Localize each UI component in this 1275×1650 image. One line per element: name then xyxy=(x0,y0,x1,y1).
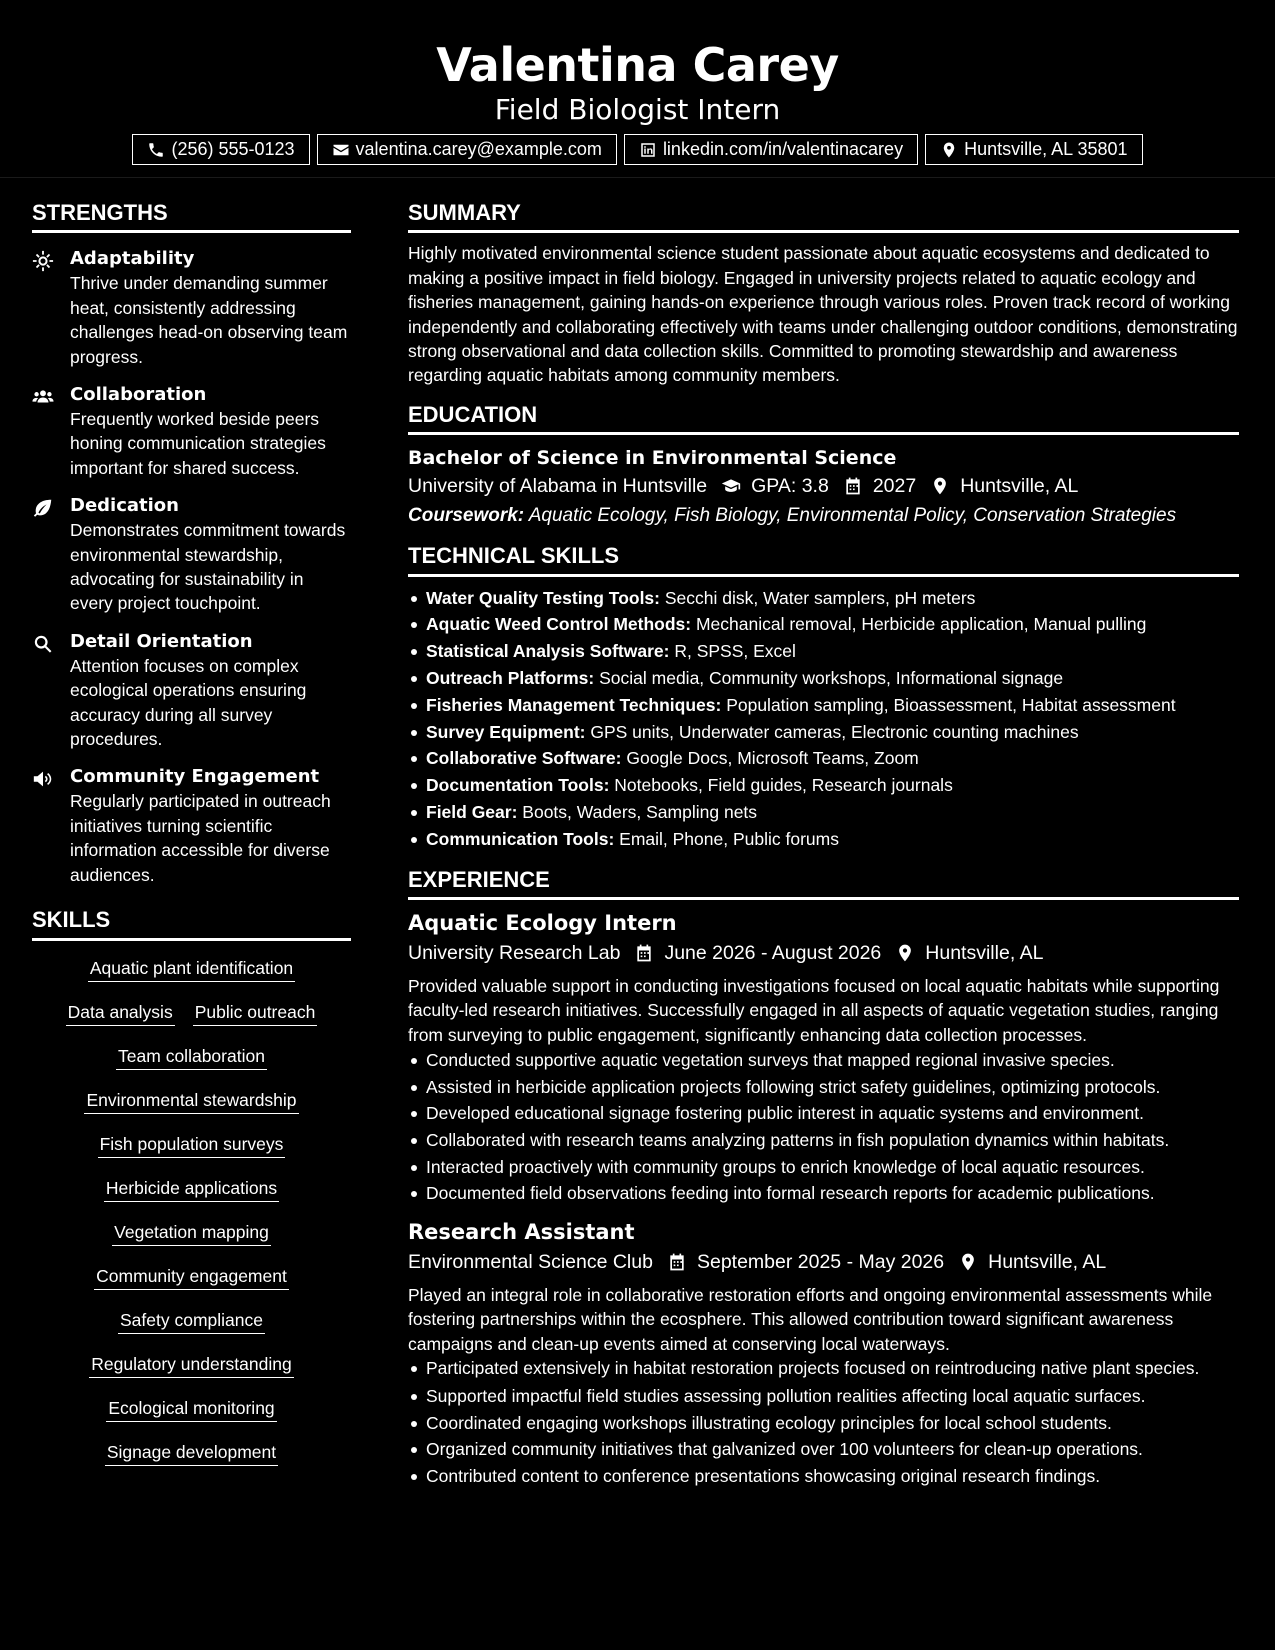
contact-linkedin[interactable] xyxy=(624,134,918,165)
education-gpa: GPA: 3.8 xyxy=(751,475,829,498)
calendar-icon xyxy=(843,476,863,496)
skills-list xyxy=(32,955,351,1466)
list-item: Conducted supportive aquatic vegetation surveys that mapped regional invasive species. xyxy=(408,1047,1239,1074)
contact-phone-text: (256) 555-0123 xyxy=(171,139,295,159)
job-bullets xyxy=(408,1047,1239,1207)
education-location: Huntsville, AL xyxy=(960,475,1079,498)
list-item xyxy=(408,772,1239,799)
list-item: Assisted in herbicide application projects following strict safety guidelines, optimizing protocols. xyxy=(408,1074,1239,1101)
list-item: Supported impactful field studies assessing pollution realities affecting local aquatic surfaces. xyxy=(408,1383,1239,1410)
list-item xyxy=(408,745,1239,772)
education-coursework xyxy=(408,501,1239,531)
skill-tag: Vegetation mapping xyxy=(112,1219,271,1246)
skill-tag: Aquatic plant identification xyxy=(88,955,295,982)
tech-skill-label: Statistical Analysis Software: xyxy=(426,641,670,662)
search-icon xyxy=(32,633,54,655)
contact-email[interactable] xyxy=(317,134,617,165)
tech-skill-label: Field Gear: xyxy=(426,801,518,822)
left-column xyxy=(32,200,351,1466)
list-item xyxy=(408,638,1239,665)
tech-skill-label: Water Quality Testing Tools: xyxy=(426,587,660,608)
experience-entry xyxy=(408,1217,1239,1490)
skill-tag: Data analysis xyxy=(66,999,175,1026)
skill-tag: Regulatory understanding xyxy=(89,1351,293,1378)
list-item: Coordinated engaging workshops illustrating ecology principles for local school students. xyxy=(408,1410,1239,1437)
envelope-icon xyxy=(332,141,350,159)
strength-item xyxy=(32,383,351,480)
tech-skill-value: Mechanical removal, Herbicide application, Manual pulling xyxy=(695,614,1147,635)
tech-skill-value: Population sampling, Bioassessment, Habitat assessment xyxy=(726,694,1176,715)
candidate-title: Field Biologist Intern xyxy=(494,93,781,126)
strength-desc: Thrive under demanding summer heat, consistently addressing challenges head-on observing team progress. xyxy=(70,273,348,367)
contact-bar xyxy=(0,134,1275,165)
list-item xyxy=(408,585,1239,612)
list-item xyxy=(408,826,1239,853)
job-title: Aquatic Ecology Intern xyxy=(408,910,677,935)
contact-location[interactable] xyxy=(925,134,1142,165)
tech-skill-label: Survey Equipment: xyxy=(426,721,586,742)
summary-text: Highly motivated environmental science student passionate about aquatic ecosystems and dedicated to making a positive impact in field biology. Engaged in university projects related to aquatic ecology and fisheries management, gaining hands-on experience through various roles. Proven track record of working independently and collaborating effectively with teams under challenging outdoor conditions, demonstrating strong observational and data collection skills. Committed to promoting stewardship and awareness regarding aquatic habitats among community members. xyxy=(408,243,1238,386)
strength-title: Adaptability xyxy=(70,248,195,270)
skill-tag: Fish population surveys xyxy=(98,1131,286,1158)
map-pin-icon xyxy=(895,943,915,963)
map-pin-icon xyxy=(940,141,958,159)
strength-desc: Attention focuses on complex ecological operations ensuring accuracy during all survey procedures. xyxy=(70,655,307,750)
strength-item xyxy=(32,630,351,752)
job-location: Huntsville, AL xyxy=(988,1250,1107,1273)
skill-tag: Public outreach xyxy=(193,999,318,1026)
phone-icon xyxy=(147,141,165,159)
education-degree: Bachelor of Science in Environmental Science xyxy=(408,447,897,470)
job-meta xyxy=(408,938,1239,968)
map-pin-icon xyxy=(930,476,950,496)
tech-skill-value: Social media, Community workshops, Informational signage xyxy=(599,668,1064,688)
technical-skills-list xyxy=(408,585,1239,853)
megaphone-icon xyxy=(32,768,54,790)
list-item xyxy=(408,665,1239,692)
strengths-heading: STRENGTHS xyxy=(32,200,351,233)
list-item xyxy=(408,719,1239,746)
list-item: Collaborated with research teams analyzing patterns in fish population dynamics within habitats. xyxy=(408,1127,1239,1154)
job-dates: June 2026 - August 2026 xyxy=(664,941,882,964)
list-item: Developed educational signage fostering public interest in aquatic systems and environment. xyxy=(408,1100,1239,1127)
tech-skill-value: Secchi disk, Water samplers, pH meters xyxy=(664,587,976,608)
education-meta xyxy=(408,471,1239,501)
contact-phone[interactable] xyxy=(132,134,309,165)
job-dates: September 2025 - May 2026 xyxy=(696,1250,945,1273)
education-heading: EDUCATION xyxy=(408,402,1239,435)
job-title: Research Assistant xyxy=(408,1219,635,1244)
job-bullets xyxy=(408,1356,1239,1489)
tech-skill-value: R, SPSS, Excel xyxy=(674,641,796,662)
list-item xyxy=(408,611,1239,638)
skill-tag: Community engagement xyxy=(94,1263,289,1290)
strength-title: Dedication xyxy=(70,495,179,517)
strength-title: Detail Orientation xyxy=(70,630,253,652)
skill-tag: Ecological monitoring xyxy=(106,1395,276,1422)
skills-heading: SKILLS xyxy=(32,907,351,940)
skill-tag: Signage development xyxy=(105,1439,278,1466)
tech-skill-value: GPS units, Underwater cameras, Electronic counting machines xyxy=(590,721,1079,742)
list-item: Organized community initiatives that galvanized over 100 volunteers for clean-up operations. xyxy=(408,1436,1239,1463)
tech-skill-label: Collaborative Software: xyxy=(426,748,622,769)
strength-title: Collaboration xyxy=(70,384,207,406)
education-school: University of Alabama in Huntsville xyxy=(408,475,708,498)
skill-tag: Herbicide applications xyxy=(104,1175,279,1202)
tech-skill-value: Email, Phone, Public forums xyxy=(619,828,839,849)
list-item xyxy=(408,799,1239,826)
users-icon xyxy=(32,386,54,408)
linkedin-icon xyxy=(639,141,657,159)
job-meta xyxy=(408,1247,1239,1277)
contact-email-text: valentina.carey@example.com xyxy=(355,139,602,159)
technical-skills-heading: TECHNICAL SKILLS xyxy=(408,543,1239,576)
leaf-icon xyxy=(32,497,54,519)
list-item: Participated extensively in habitat restoration projects focused on reintroducing native plant species. xyxy=(408,1356,1239,1383)
education-year: 2027 xyxy=(872,475,917,498)
resume-header xyxy=(0,0,1275,178)
calendar-icon xyxy=(667,1252,687,1272)
job-org: University Research Lab xyxy=(408,941,621,964)
job-description: Played an integral role in collaborative restoration efforts and ongoing environmental assessments while fostering partnerships within the ecosphere. This allowed contribution toward significant awareness campaigns and clean-up events aimed at conserving local waterways. xyxy=(408,1284,1213,1354)
tech-skill-label: Fisheries Management Techniques: xyxy=(426,694,722,715)
coursework-list: Aquatic Ecology, Fish Biology, Environmental Policy, Conservation Strategies xyxy=(528,505,1177,527)
sun-icon xyxy=(32,250,54,272)
summary-heading: SUMMARY xyxy=(408,200,1239,233)
strength-item xyxy=(32,494,351,616)
strength-desc: Demonstrates commitment towards environmental stewardship, advocating for sustainability in every project touchpoint. xyxy=(70,520,346,614)
tech-skill-label: Documentation Tools: xyxy=(426,775,610,796)
list-item: Interacted proactively with community groups to enrich knowledge of local aquatic resources. xyxy=(408,1154,1239,1181)
strength-desc: Frequently worked beside peers honing communication strategies important for shared success. xyxy=(70,409,326,478)
graduation-cap-icon xyxy=(721,476,741,496)
skill-tag: Team collaboration xyxy=(116,1043,267,1070)
skill-tag: Environmental stewardship xyxy=(84,1087,298,1114)
tech-skill-value: Boots, Waders, Sampling nets xyxy=(522,801,758,822)
strength-item xyxy=(32,765,351,887)
tech-skill-value: Google Docs, Microsoft Teams, Zoom xyxy=(626,748,919,769)
list-item: Documented field observations feeding into formal research reports for academic publications. xyxy=(408,1180,1239,1207)
experience-heading: EXPERIENCE xyxy=(408,867,1239,900)
list-item: Contributed content to conference presentations showcasing original research findings. xyxy=(408,1463,1239,1490)
skill-tag: Safety compliance xyxy=(118,1307,265,1334)
strength-desc: Regularly participated in outreach initiatives turning scientific information accessible for diverse audiences. xyxy=(70,791,331,885)
strength-title: Community Engagement xyxy=(70,766,320,788)
tech-skill-label: Communication Tools: xyxy=(426,828,615,849)
list-item xyxy=(408,692,1239,719)
tech-skill-label: Aquatic Weed Control Methods: xyxy=(426,614,692,635)
candidate-name: Valentina Carey xyxy=(436,38,839,92)
map-pin-icon xyxy=(958,1252,978,1272)
job-org: Environmental Science Club xyxy=(408,1250,653,1273)
calendar-icon xyxy=(634,943,654,963)
tech-skill-value: Notebooks, Field guides, Research journals xyxy=(614,775,953,796)
job-location: Huntsville, AL xyxy=(925,941,1044,964)
contact-location-text: Huntsville, AL 35801 xyxy=(964,139,1128,159)
experience-entry xyxy=(408,908,1239,1207)
coursework-label: Coursework: xyxy=(408,505,525,527)
strength-item xyxy=(32,247,351,369)
right-column xyxy=(408,200,1239,1489)
tech-skill-label: Outreach Platforms: xyxy=(426,668,595,688)
contact-linkedin-text: linkedin.com/in/valentinacarey xyxy=(662,139,904,159)
job-description: Provided valuable support in conducting investigations focused on local aquatic habitats while supporting faculty-led research initiatives. Successfully engaged in all aspects of aquatic vegetation studies, ranging from surveying to public engagement, significantly enhancing data collection processes. xyxy=(408,975,1220,1045)
